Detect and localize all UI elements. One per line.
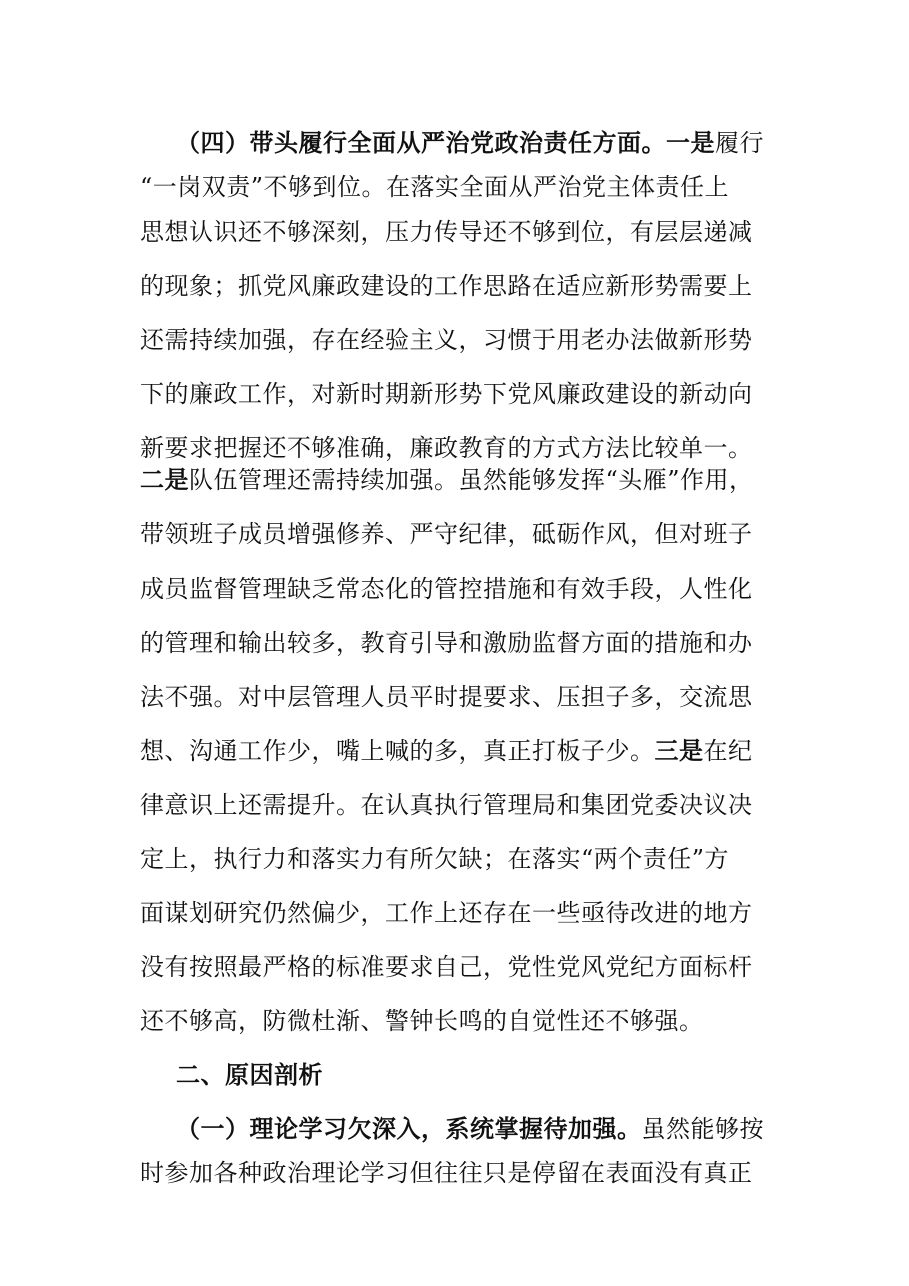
body-text: 队伍管理还需持续加强。虽然能够发挥“头雁”作用，	[189, 466, 754, 494]
section-heading: 二、原因剖析	[176, 1060, 323, 1089]
keyword-third: 三是	[654, 736, 704, 765]
paragraph-line: 下的廉政工作，对新时期新形势下党风廉政建设的新动向	[140, 380, 753, 408]
paragraph-line: 法不强。对中层管理人员平时提要求、压担子多，交流思	[140, 683, 753, 711]
paragraph-line: 带领班子成员增强修养、严守纪律，砥砺作风，但对班子	[140, 520, 753, 548]
paragraph-line: 新要求把握还不够准确，廉政教育的方式方法比较单一。	[140, 434, 753, 462]
body-text: 在纪	[703, 737, 753, 765]
paragraph-line: 思想认识还不够深刻，压力传导还不够到位，有层层递减	[140, 218, 753, 246]
paragraph-line: 的现象；抓党风廉政建设的工作思路在适应新形势需要上	[140, 272, 753, 300]
paragraph-line: 律意识上还需提升。在认真执行管理局和集团党委决议决	[140, 791, 753, 819]
body-text: 想、沟通工作少，嘴上喊的多，真正打板子少。	[140, 737, 655, 765]
body-text: 履行	[715, 129, 764, 157]
paragraph-line	[176, 123, 764, 163]
keyword-second: 二是	[140, 465, 189, 494]
paragraph-line: 没有按照最严格的标准要求自己，党性党风党纪方面标杆	[140, 953, 753, 981]
paragraph-line: 还需持续加强，存在经验主义，习惯于用老办法做新形势	[140, 326, 753, 354]
paragraph-line: 时参加各种政治理论学习但往往只是停留在表面没有真正	[140, 1159, 753, 1187]
paragraph-line: “一岗双责”不够到位。在落实全面从严治党主体责任上	[140, 173, 730, 201]
paragraph-line	[176, 1109, 764, 1149]
paragraph-line: 的管理和输出较多，教育引导和激励监督方面的措施和办	[140, 629, 753, 657]
paragraph-line: 还不够高，防微杜渐、警钟长鸣的自觉性还不够强。	[140, 1007, 704, 1035]
paragraph-line	[140, 460, 754, 500]
keyword-first: 一是	[666, 128, 715, 157]
subheading-four: （四）带头履行全面从严治党政治责任方面。	[176, 128, 666, 157]
paragraph-line: 定上，执行力和落实力有所欠缺；在落实“两个责任”方	[140, 845, 730, 873]
paragraph-line	[140, 731, 753, 771]
body-text: 虽然能够按	[641, 1115, 764, 1143]
subheading-one: （一）理论学习欠深入，系统掌握待加强。	[176, 1114, 642, 1143]
paragraph-line: 成员监督管理缺乏常态化的管控措施和有效手段，人性化	[140, 575, 753, 603]
paragraph-line: 面谋划研究仍然偏少，工作上还存在一些亟待改进的地方	[140, 899, 753, 927]
